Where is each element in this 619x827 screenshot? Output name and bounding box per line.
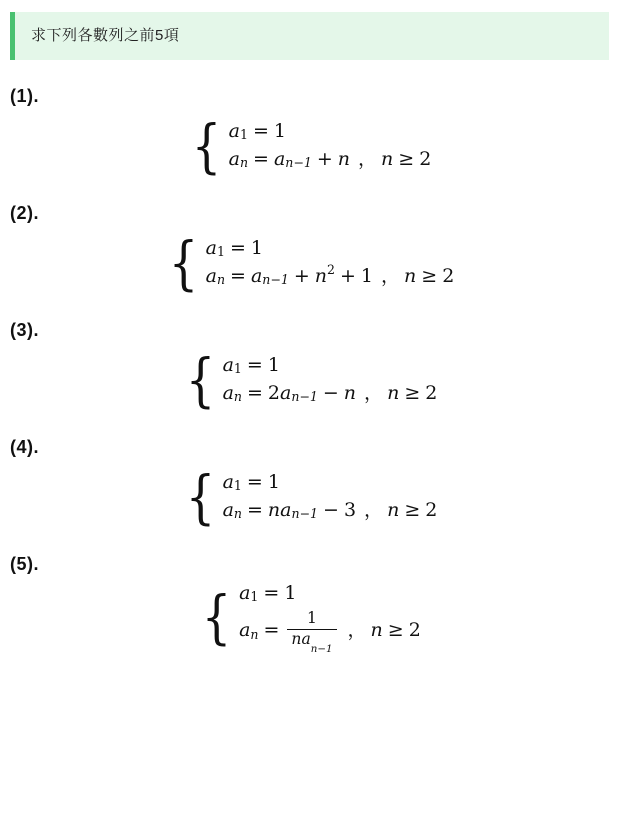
var-n: n [404,264,417,287]
left-brace: { [191,111,221,180]
equals-sign: = [263,619,280,642]
equation-line-1 [206,238,455,260]
equals-sign: = [246,381,263,404]
var-n: n [387,381,400,404]
subscript-n: n [250,627,259,643]
problem-1 [0,85,619,180]
comma: ， [358,147,378,170]
var-a: a [222,470,234,493]
subscript-n-minus-1: n−1 [285,155,312,171]
var-a: a [228,119,240,142]
plus-sign: + [339,264,356,287]
var-a: a [228,147,240,170]
comma: ， [381,264,401,287]
worksheet-page [0,12,619,662]
var-n: n [291,630,302,649]
instruction-banner [10,12,609,60]
math-expression [188,111,432,180]
math-expression [182,345,438,414]
equation-line-2 [239,609,421,655]
var-a: a [222,498,234,521]
comma: ， [364,381,384,404]
numerator: 1 [307,609,317,628]
equals-sign: = [253,147,269,170]
left-brace: { [168,228,198,297]
var-n: n [387,498,400,521]
var-a: a [280,498,292,521]
subscript-1: 1 [233,361,242,377]
value-2: 2 [442,264,455,287]
geq-sign: ≥ [398,147,415,170]
math-expression [182,462,438,531]
equals-sign: = [252,119,269,142]
equals-sign: = [246,498,263,521]
problem-4-formula [10,462,609,531]
subscript-n: n [216,272,226,288]
problem-2 [0,202,619,297]
equation-lines [223,355,438,405]
subscript-n-minus-1: n−1 [291,506,319,522]
problem-5-label: (5). [10,553,39,574]
var-a: a [239,581,251,604]
var-a: a [273,147,286,170]
var-n: n [381,147,394,170]
value-1: 1 [273,119,286,142]
var-a: a [239,619,251,642]
equals-sign: = [246,470,263,493]
left-brace: { [185,345,215,414]
equation-line-2 [223,383,438,405]
value-1: 1 [267,470,280,493]
equation-line-2 [205,261,455,288]
left-brace: { [201,583,232,652]
var-a: a [222,381,234,404]
plus-sign: + [316,147,333,170]
minus-sign: − [322,381,339,404]
comma: ， [364,498,384,521]
left-brace: { [185,462,215,531]
equation-line-1 [239,583,421,605]
equals-sign: = [263,581,280,604]
var-n: n [267,498,281,521]
equation-line-2 [223,500,438,522]
var-a: a [205,236,217,259]
comma: ， [347,619,367,642]
value-2: 2 [425,498,438,521]
value-1: 1 [267,353,280,376]
var-a: a [250,264,263,287]
problem-3-formula [10,345,609,414]
equation-lines [206,238,455,288]
var-a: a [280,381,292,404]
subscript-n: n [233,389,242,405]
coefficient-2: 2 [267,381,280,404]
geq-sign: ≥ [404,381,421,404]
value-2: 2 [419,147,432,170]
problem-3 [0,319,619,414]
equals-sign: = [246,353,263,376]
value-1: 1 [284,581,297,604]
math-expression [198,583,421,653]
var-a: a [222,353,234,376]
equation-line-2 [229,149,432,171]
subscript-1: 1 [250,589,259,605]
value-2: 2 [408,619,421,642]
subscript-n: n [239,155,249,171]
problem-2-formula [10,228,609,297]
problem-2-label: (2). [10,202,39,223]
subscript-n-minus-1: n−1 [310,642,333,655]
superscript-2: 2 [327,261,335,277]
var-n: n [370,619,383,642]
equation-line-1 [229,121,432,143]
value-2: 2 [425,381,438,404]
plus-sign: + [293,264,310,287]
problem-4-label: (4). [10,436,39,457]
value-1: 1 [250,236,263,259]
geq-sign: ≥ [421,264,438,287]
geq-sign: ≥ [404,498,421,521]
var-n: n [343,381,357,404]
problem-1-formula [10,111,609,180]
var-a: a [301,630,311,649]
problem-5 [0,554,619,653]
subscript-n-minus-1: n−1 [262,272,289,288]
value-3: 3 [343,498,357,521]
subscript-1: 1 [233,478,242,494]
var-n: n [337,147,350,170]
math-expression [165,228,455,297]
equals-sign: = [230,264,246,287]
denominator [287,630,336,655]
equation-line-1 [223,472,438,494]
var-n: n [314,264,327,287]
subscript-n-minus-1: n−1 [291,389,318,405]
equation-lines [239,583,421,653]
instruction-text: 求下列各數列之前5項 [31,27,180,44]
value-1: 1 [360,264,373,287]
equation-lines [223,472,438,522]
var-a: a [205,264,217,287]
equation-lines [229,121,432,171]
equals-sign: = [229,236,246,259]
problem-3-label: (3). [10,319,39,340]
problem-5-formula [10,583,609,653]
minus-sign: − [323,498,339,521]
fraction [287,609,336,655]
geq-sign: ≥ [387,619,404,642]
subscript-1: 1 [239,127,248,143]
problem-4 [0,436,619,531]
problem-1-label: (1). [10,85,39,106]
equation-line-1 [223,355,438,377]
subscript-n: n [233,506,242,522]
subscript-1: 1 [216,244,225,260]
